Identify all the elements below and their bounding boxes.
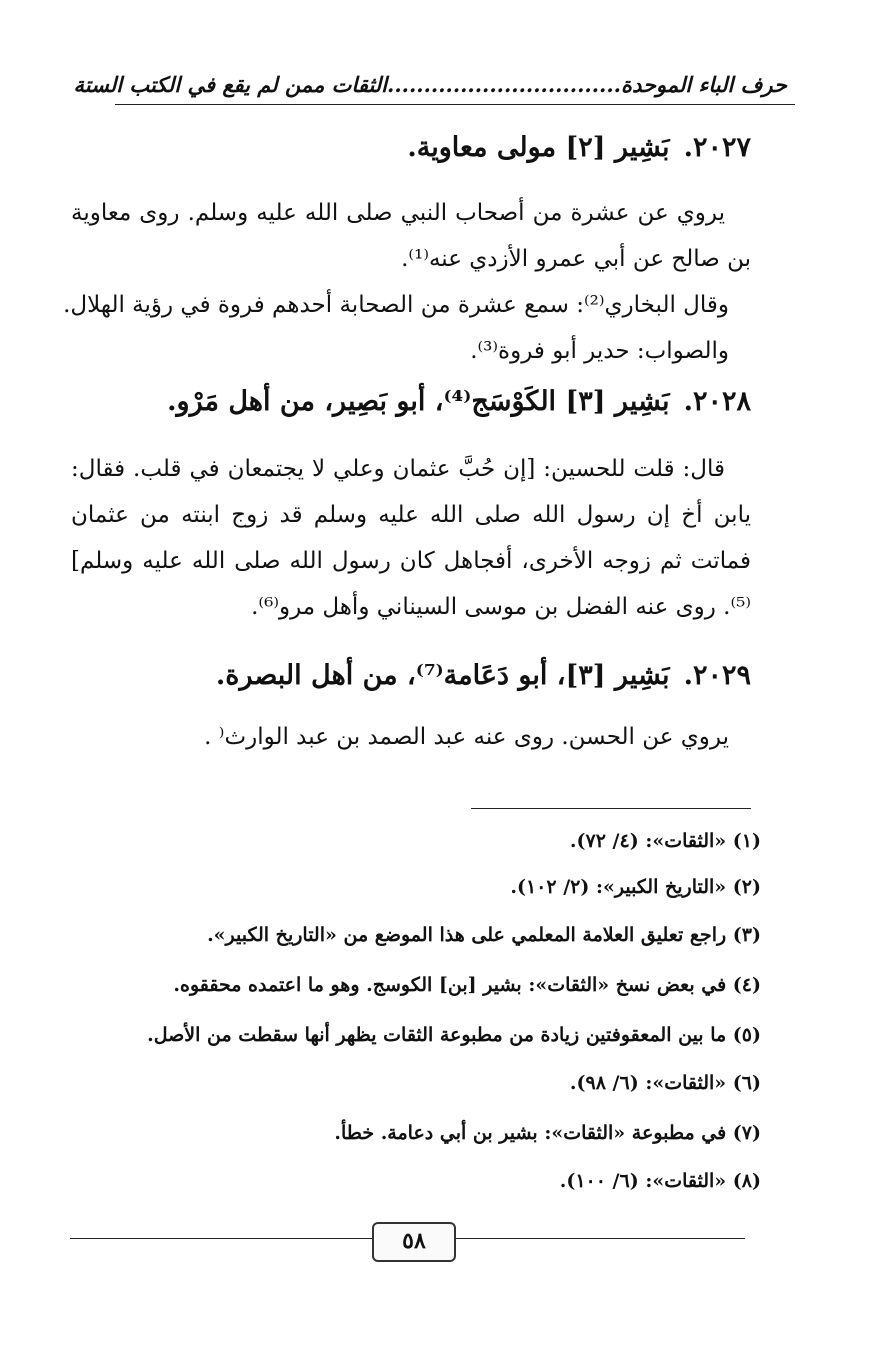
footnote: (١) «الثقات»: (٤/ ٧٢).: [569, 830, 761, 852]
entry-title: [407, 132, 751, 163]
entry-line: وقال البخاري⁽²⁾: سمع عشرة من الصحابة أحدهم فروة في رؤية الهلال.: [63, 292, 729, 318]
entry-heading: بَشِير [٣] الكَوْسَج⁽⁴⁾، أبو بَصِير، من أهل مَرْو.: [167, 386, 670, 417]
entry-number: ٢٠٢٩.: [683, 660, 751, 691]
entry-number: ٢٠٢٧.: [683, 132, 751, 163]
entry-heading: بَشِير [٣]، أبو دَعَامة⁽⁷⁾، من أهل البصرة.: [215, 660, 670, 691]
header-right-title: الثقات ممن لم يقع في الكتب الستة: [73, 72, 388, 97]
entry-number: ٢٠٢٨.: [683, 386, 751, 417]
header-rule: [115, 104, 795, 105]
entry-title: [216, 660, 751, 691]
footnote: (٥) ما بين المعقوفتين زيادة من مطبوعة الثقات يظهر أنها سقطت من الأصل.: [147, 1024, 761, 1046]
entry-paragraph: قال: قلت للحسين: [إن حُبَّ عثمان وعلي لا يجتمعان في قلب. فقال: يابن أخ إن رسول الله صلى الله عليه وسلم قد زوج ابنته من عثمان فماتت ثم زوجه الأخرى، أفجاهل كان رسول الله صلى الله عليه وسلم]⁽⁵⁾. روى عنه الفضل بن موسى السيناني وأهل مرو⁽⁶⁾.: [71, 456, 751, 620]
header-dots: ................................: [387, 72, 621, 97]
entry-heading: بَشِير [٢] مولى معاوية.: [407, 132, 670, 163]
page-number: ٥٨: [372, 1222, 456, 1262]
entry-line: يروي عن الحسن. روى عنه عبد الصمد بن عبد الوارث⁽ .: [204, 724, 729, 750]
footnote: (٦) «الثقات»: (٦/ ٩٨).: [569, 1072, 761, 1094]
entry-line: والصواب: حدير أبو فروة⁽³⁾.: [470, 338, 729, 364]
header-left-title: حرف الباء الموحدة: [620, 72, 787, 97]
footnote: (٤) في بعض نسخ «الثقات»: بشير [بن] الكوسج. وهو ما اعتمده محققوه.: [173, 974, 761, 996]
footer-rule-left: [70, 1238, 375, 1239]
running-header: [73, 72, 787, 97]
footnote-separator: [471, 808, 751, 809]
footnote: (٢) «التاريخ الكبير»: (٢/ ١٠٢).: [510, 876, 761, 898]
footnote: (٨) «الثقات»: (٦/ ١٠٠).: [559, 1170, 761, 1192]
footnote: (٧) في مطبوعة «الثقات»: بشير بن أبي دعامة. خطأ.: [334, 1122, 761, 1144]
footnote: (٣) راجع تعليق العلامة المعلمي على هذا الموضع من «التاريخ الكبير».: [207, 924, 761, 946]
entry-paragraph: يروي عن عشرة من أصحاب النبي صلى الله عليه وسلم. روى معاوية بن صالح عن أبي عمرو الأزدي عنه⁽¹⁾.: [71, 200, 751, 272]
entry-title: [167, 386, 751, 417]
footer-rule-right: [450, 1238, 745, 1239]
